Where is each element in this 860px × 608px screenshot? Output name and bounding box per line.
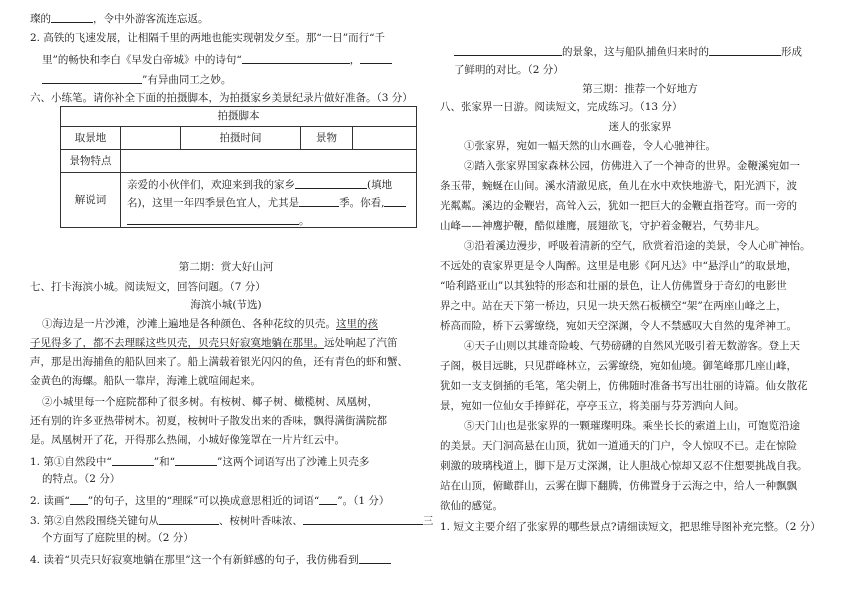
location-cell[interactable] [121, 127, 181, 150]
passage-p3-line-2: 不远处的袁家界更是令人陶醉。这里是电影《阿凡达》中“悬浮山”的取景地， [440, 260, 798, 272]
label-time: 拍摄时间 [181, 127, 301, 150]
question-7-1-line-a: 1. 第①自然段中“ ”和“ ”这两个词语写出了沙滩上贝壳多 [30, 456, 370, 468]
question-7-3-line-b: 个方面写了庭院里的树。（2 分） [42, 532, 194, 544]
label-scenery: 景物 [301, 127, 353, 150]
passage-p3-line-4: 界之中。站在天下第一桥边，只见一块天然石板横空“架”在两座山峰之上， [440, 300, 787, 312]
passage-p2-line-2: 条玉带，蜿蜒在山间。溪水清澈见底，鱼儿在水中欢快地游弋，阳光洒下，波 [440, 180, 797, 192]
table-header: 拍摄脚本 [61, 107, 417, 127]
question-7-4-line-a: 4. 读着“贝壳只好寂寞地躺在那里”这一个有新鲜感的句子，我仿佛看到 [30, 553, 391, 566]
passage-p5-line-3: 刺激的玻璃栈道上，脚下是万丈深渊，让人胆战心惊却又忍不住想要挑战自我。 [440, 460, 808, 472]
poem-blank-2a[interactable] [360, 53, 392, 64]
passage-p1-line-3: 声，那是出海捕鱼的船队回来了。船上满载着银光闪闪的鱼，还有青色的虾和蟹、 [30, 356, 408, 368]
passage-title: 海滨小城(节选) [190, 299, 262, 311]
question-2-line-b: 里”的畅快和李白《早发白帝城》中的诗句“ ， [42, 53, 392, 66]
poem-blank-1[interactable] [242, 53, 350, 64]
answer-blank[interactable] [112, 455, 154, 466]
underlined-sentence: 子见得多了，都不去理睬这些贝壳，贝壳只好寂寞地躺在那里。 [30, 337, 324, 349]
narration-line-1: 亲爱的小伙伴们，欢迎来到我的家乡 (填地 [127, 179, 393, 191]
label-location: 取景地 [61, 127, 121, 150]
answer-blank[interactable] [359, 553, 391, 564]
passage-p5-line-1: ⑤天门山也是张家界的一颗璀璨明珠。乘坐长长的索道上山，可饱览沿途 [464, 420, 800, 432]
place-blank[interactable] [295, 178, 367, 189]
question-7-1-line-b: 的特点。（2 分） [42, 473, 121, 485]
question-8-1: 1. 短文主要介绍了张家界的哪些景点?请细读短文，把思维导图补充完整。（2 分） [440, 521, 821, 533]
question-7-4-line-b: 的景象，这与船队捕鱼归来时的 形成 [454, 45, 802, 58]
passage-p5-line-2: 的美景。天门洞高悬在山顶，犹如一道通天的门户，令人惊叹不已。走在惊险 [440, 440, 797, 452]
question-6-heading: 六、小练笔。请你补全下面的拍摄脚本，为拍摄家乡美景纪录片做好准备。（3 分） [30, 92, 413, 104]
narration-blank-b[interactable] [127, 214, 299, 225]
section-2-title: 第二期：赏大好山河 [178, 261, 274, 273]
question-7-heading: 七、打卡海滨小城。阅读短文，回答问题。（7 分） [30, 281, 266, 293]
answer-blank[interactable] [51, 12, 93, 23]
poem-blank-2b[interactable] [42, 73, 142, 84]
passage-p3-line-1: ③沿着溪边漫步，呼吸着清新的空气，欣赏着沿途的美景，令人心旷神怡。 [464, 240, 811, 252]
features-cell[interactable] [121, 150, 417, 173]
underlined-sentence: 这里的孩 [336, 318, 378, 330]
answer-blank[interactable] [70, 494, 88, 505]
passage-p4-line-1: ④天子山则以其雄奇险峻、气势磅礴的自然风光吸引着无数游客。登上天 [464, 340, 800, 352]
passage-p4-line-2: 子阁，极目远眺，只见群峰林立，云雾缭绕，宛如仙境。御笔峰那几座山峰， [440, 360, 797, 372]
passage-p3-line-5: 桥高而险，桥下云雾缭绕，宛如天空深渊，令人不禁感叹大自然的鬼斧神工。 [440, 320, 797, 332]
passage-p1-line-2: 子见得多了，都不去理睬这些贝壳，贝壳只好寂寞地躺在那里。远处响起了汽笛 [30, 337, 398, 349]
section-3-title: 第三期：推荐一个好地方 [582, 83, 698, 95]
passage-p3-line-3: “哈利路亚山”以其独特的形态和壮丽的景色，让人仿佛置身于奇幻的电影世 [440, 280, 787, 292]
left-line-1: 璨的 ，令中外游客流连忘返。 [30, 13, 209, 25]
passage-p2-line-4: 山峰——神鹰护鞭，酷似雄鹰，展翅欲飞，守护着金鞭岩，气势非凡。 [440, 220, 766, 232]
passage-p2-line-1: ②踏入张家界国家森林公园，仿佛进入了一个神奇的世界。金鞭溪宛如一 [464, 160, 800, 172]
script-table [60, 106, 417, 228]
scenery-cell[interactable] [353, 127, 417, 150]
question-8-heading: 八、张家界一日游。阅读短文，完成练习。（13 分） [440, 101, 683, 113]
answer-blank[interactable] [175, 455, 217, 466]
narration-line-2: 名)，这里一年四季景色宜人，尤其是 季。你看, [127, 196, 406, 209]
question-2-line-c: ”有异曲同工之妙。 [42, 73, 231, 86]
narration-cell[interactable] [121, 173, 417, 228]
question-7-4-line-c: 了鲜明的对比。（2 分） [454, 64, 564, 76]
passage-p2-line-1: ②小城里每一个庭院都种了很多树。有桉树、椰子树、橄榄树、凤凰树， [42, 396, 378, 408]
question-7-2: 2. 读画“ ”的句子，这里的“理睬”可以换成意思相近的词语“ ”。（1 分） [30, 495, 390, 507]
question-2-line-a: 2. 高铁的飞速发展，让相隔千里的两地也能实现朝发夕至。那“一日”而行“千 [30, 32, 385, 44]
answer-blank[interactable] [159, 514, 219, 525]
narration-blank-a[interactable] [384, 196, 406, 207]
season-blank[interactable] [299, 196, 339, 207]
answer-blank[interactable] [319, 494, 337, 505]
answer-blank[interactable] [454, 45, 562, 56]
answer-blank[interactable] [303, 514, 423, 525]
passage-p5-line-4: 站在山顶，俯瞰群山，云雾在脚下翻腾，仿佛置身于云海之中，给人一种飘飘 [440, 480, 797, 492]
passage-p1-line-1: ①海边是一片沙滩，沙滩上遍地是各种颜色、各种花纹的贝壳。这里的孩 [42, 318, 378, 330]
passage-p5-line-5: 欲仙的感觉。 [440, 500, 503, 512]
passage-p2-line-3: 光粼粼。溪边的金鞭岩，高耸入云，犹如一把巨大的金鞭直指苍穹。而一旁的 [440, 200, 797, 212]
answer-blank[interactable] [709, 45, 781, 56]
passage-p2-line-2: 还有别的许多亚热带树木。初夏，桉树叶子散发出来的香味，飘得满街满院都 [30, 415, 387, 427]
passage-p1: ①张家界，宛如一幅天然的山水画卷，令人心驰神往。 [464, 140, 716, 152]
label-narration: 解说词 [61, 173, 121, 228]
label-features: 景物特点 [61, 150, 121, 173]
passage-p4-line-3: 犹如一支支倒插的毛笔，笔尖朝上，仿佛随时准备书写出壮丽的诗篇。仙女散花 [440, 380, 808, 392]
passage-p2-line-3: 是。凤凰树开了花，开得那么热闹，小城好像笼罩在一片片红云中。 [30, 434, 345, 446]
passage-p1-line-4: 金黄色的海螺。船队一靠岸，海滩上就喧闹起来。 [30, 375, 261, 387]
question-7-3-line-a: 3. 第②自然段围绕关键句从 、桉树叶香味浓、 三 [30, 515, 434, 527]
narration-line-3: 。 [127, 214, 310, 227]
passage-title: 迷人的张家界 [608, 121, 672, 133]
passage-p4-line-4: 景，宛如一位仙女手捧鲜花，亭亭玉立，将美丽与芬芳洒向人间。 [440, 400, 745, 412]
